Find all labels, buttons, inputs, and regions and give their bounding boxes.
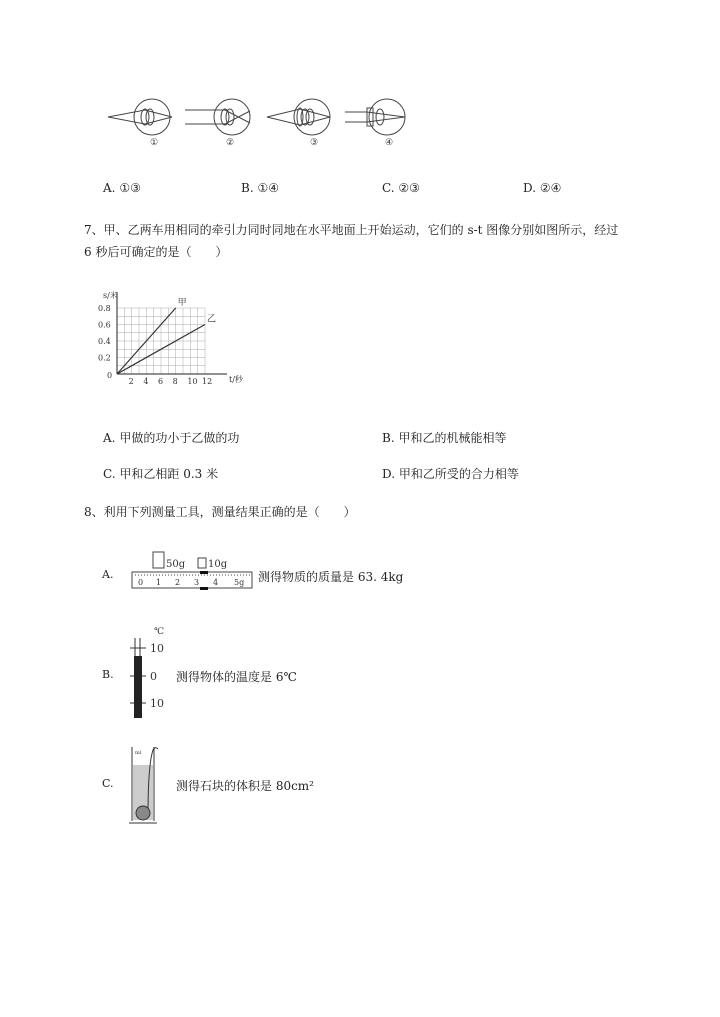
option-letter: D. — [523, 181, 537, 195]
weight-label: 10g — [208, 559, 228, 570]
option-letter: C. — [103, 467, 116, 481]
option-letter: B. — [241, 181, 254, 195]
x-tick-label: 2 — [128, 377, 134, 386]
option-letter: A. — [103, 181, 116, 195]
q7-option-a[interactable] — [103, 429, 239, 446]
figure-label: ③ — [310, 138, 319, 148]
option-text: 甲做的功小于乙做的功 — [119, 431, 240, 445]
option-text: 甲和乙的机械能相等 — [398, 431, 507, 445]
option-letter: C. — [382, 181, 395, 195]
x-tick-label: 10 — [187, 377, 198, 386]
q8-option-c-letter[interactable]: C. — [102, 777, 114, 790]
q6-option-b[interactable] — [241, 181, 279, 195]
scale-tick: 2 — [175, 578, 181, 587]
q7-option-b[interactable] — [382, 429, 506, 446]
q8-stem: 8、利用下列测量工具，测量结果正确的是（ ） — [84, 505, 356, 519]
unit-label: ℃ — [154, 627, 165, 637]
thermo-tick: 0 — [150, 670, 157, 683]
x-tick-label: 4 — [143, 377, 149, 386]
q8-option-c-text: 测得石块的体积是 80cm² — [176, 779, 314, 793]
unit-label: ml — [135, 750, 142, 756]
option-text: ①④ — [257, 181, 279, 195]
q7-option-c[interactable] — [103, 465, 218, 482]
scale-tick: 5g — [234, 578, 245, 587]
option-text: 甲和乙所受的合力相等 — [398, 467, 519, 481]
series-label: 乙 — [207, 314, 217, 325]
option-text: ②③ — [398, 181, 420, 195]
thermo-tick: 10 — [150, 697, 164, 710]
origin-label: 0 — [107, 371, 113, 380]
eye-lens-diagrams — [100, 95, 410, 155]
thermo-tick: 10 — [150, 642, 164, 655]
scale-tick: 4 — [213, 578, 219, 587]
st-chart — [95, 288, 245, 388]
option-text: ②④ — [539, 181, 562, 195]
thermometer-figure — [128, 628, 173, 723]
option-text: 甲和乙相距 0.3 米 — [119, 467, 219, 481]
y-tick-label: 0.6 — [98, 320, 111, 330]
series-label: 甲 — [177, 298, 187, 308]
q6-option-a[interactable] — [103, 181, 141, 195]
q8-option-b-text: 测得物体的温度是 6℃ — [176, 670, 297, 684]
q6-option-c[interactable] — [382, 181, 420, 195]
figure-label: ④ — [385, 138, 394, 148]
balance-scale-figure — [130, 550, 255, 587]
option-letter: D. — [382, 467, 396, 481]
option-text: ①③ — [119, 181, 141, 195]
q7-stem-line1: 7、甲、乙两车用相同的牵引力同时同地在水平地面上开始运动，它们的 s-t 图像分别如图所示，经过 — [84, 223, 619, 237]
figure-label: ① — [150, 138, 159, 148]
x-tick-label: 8 — [172, 377, 178, 386]
scale-tick: 1 — [156, 578, 162, 587]
q8-option-a-letter[interactable]: A. — [102, 568, 114, 581]
x-tick-label: 12 — [202, 377, 213, 386]
q6-option-d[interactable] — [523, 181, 561, 195]
x-axis-label: t/秒 — [229, 375, 243, 384]
x-tick-label: 6 — [158, 377, 164, 386]
option-letter: A. — [103, 431, 116, 445]
y-tick-label: 0.2 — [98, 353, 111, 363]
q8-option-a-text: 测得物质的质量是 63. 4kg — [258, 570, 404, 584]
figure-label: ② — [226, 138, 235, 148]
q7-option-d[interactable] — [382, 465, 519, 482]
y-tick-label: 0.8 — [98, 304, 111, 313]
y-tick-label: 0.4 — [98, 337, 111, 346]
y-axis-label: s/米 — [103, 291, 118, 300]
weight-label: 50g — [166, 559, 186, 570]
graduated-cylinder-figure — [128, 745, 163, 827]
scale-tick: 3 — [194, 578, 200, 587]
scale-tick: 0 — [138, 578, 144, 587]
q8-option-b-letter[interactable]: B. — [102, 668, 114, 681]
q7-stem-line2: 6 秒后可确定的是（ ） — [84, 245, 228, 259]
option-letter: B. — [382, 431, 395, 445]
